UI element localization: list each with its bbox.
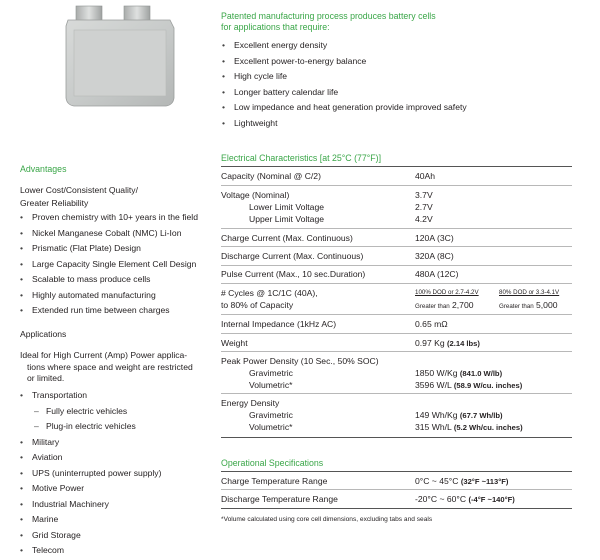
charge-temp-value <box>415 476 508 486</box>
intro-lead-line1: Patented manufacturing process produces battery cells <box>221 11 436 21</box>
pulse-current-label: Pulse Current (Max., 10 sec.Duration) <box>221 269 366 279</box>
electrical-title: Electrical Characteristics [at 25°C (77°F)] <box>221 153 382 163</box>
divider <box>221 185 572 186</box>
advantage-item: • Extended run time between charges <box>20 303 198 319</box>
cycles-greater-than-2: Greater than <box>499 303 534 310</box>
advantage-item: • Scalable to mass produce cells <box>20 272 198 288</box>
discharge-temp-value <box>415 494 515 504</box>
impedance-label: Internal Impedance (1kHz AC) <box>221 319 337 329</box>
applications-list <box>20 388 161 559</box>
application-subitem: – Plug-in electric vehicles <box>20 419 161 435</box>
application-item: • Industrial Machinery <box>20 497 161 513</box>
divider <box>221 393 572 394</box>
lower-limit-value: 2.7V <box>415 202 433 212</box>
weight-label: Weight <box>221 338 248 348</box>
advantages-subheading <box>20 184 138 209</box>
energy-gravimetric-imperial: (67.7 Wh/lb) <box>459 411 503 420</box>
peak-gravimetric-metric: 1850 W/Kg <box>415 368 458 378</box>
application-item: • Telecom <box>20 543 161 559</box>
divider <box>221 508 572 509</box>
weight-value <box>415 338 480 348</box>
upper-limit-label: Upper Limit Voltage <box>249 214 324 224</box>
applications-description-line3: or limited. <box>27 373 65 383</box>
cycles-value-100dod: 2,700 <box>452 300 474 310</box>
lower-limit-label: Lower Limit Voltage <box>249 202 324 212</box>
discharge-temp-label: Discharge Temperature Range <box>221 494 338 504</box>
divider <box>221 228 572 229</box>
intro-bullet: • Lightweight <box>222 116 467 132</box>
applications-heading: Applications <box>20 329 67 339</box>
energy-gravimetric-label: Gravimetric <box>249 410 293 420</box>
divider <box>221 265 572 266</box>
intro-bullet: • Longer battery calendar life <box>222 85 467 101</box>
peak-volumetric-value <box>415 380 522 392</box>
application-subitem: – Fully electric vehicles <box>20 404 161 420</box>
energy-gravimetric-metric: 149 Wh/Kg <box>415 410 458 420</box>
divider <box>221 471 572 472</box>
divider <box>221 283 572 284</box>
divider <box>221 166 572 167</box>
energy-gravimetric-value <box>415 410 503 422</box>
cycles-value-80dod: 5,000 <box>536 300 558 310</box>
divider <box>221 437 572 438</box>
advantages-subheading-line1: Lower Cost/Consistent Quality/ <box>20 185 138 195</box>
voltage-value: 3.7V <box>415 190 433 200</box>
application-item: • Marine <box>20 512 161 528</box>
capacity-label: Capacity (Nominal @ C/2) <box>221 171 321 181</box>
intro-bullet: • Excellent energy density <box>222 38 467 54</box>
divider <box>221 314 572 315</box>
discharge-temp-fahrenheit: (-4°F ~140°F) <box>468 495 515 504</box>
cycles-label-line2: to 80% of Capacity <box>221 300 294 310</box>
peak-power-label: Peak Power Density (10 Sec., 50% SOC) <box>221 356 379 366</box>
charge-current-label: Charge Current (Max. Continuous) <box>221 233 353 243</box>
discharge-current-label: Discharge Current (Max. Continuous) <box>221 251 364 261</box>
intro-bullet: • Excellent power-to-energy balance <box>222 54 467 70</box>
application-item: • Aviation <box>20 450 161 466</box>
applications-description-line2: tions where space and weight are restricted <box>27 361 193 372</box>
application-item: • Military <box>20 435 161 451</box>
divider <box>221 489 572 490</box>
charge-temp-label: Charge Temperature Range <box>221 476 328 486</box>
discharge-temp-celsius: -20°C ~ 60°C <box>415 494 467 504</box>
advantage-item: • Highly automated manufacturing <box>20 288 198 304</box>
advantages-list <box>20 210 198 319</box>
peak-gravimetric-imperial: (841.0 W/lb) <box>459 369 503 378</box>
impedance-value: 0.65 mΩ <box>415 319 448 329</box>
pulse-current-value: 480A (12C) <box>415 269 459 279</box>
intro-bullet: • Low impedance and heat generation provide improved safety <box>222 100 467 116</box>
advantages-subheading-line2: Greater Reliability <box>20 197 89 208</box>
application-item: • Grid Storage <box>20 528 161 544</box>
applications-description <box>20 350 193 385</box>
weight-metric: 0.97 Kg <box>415 338 445 348</box>
advantage-item: • Prismatic (Flat Plate) Design <box>20 241 198 257</box>
application-item: • Motive Power <box>20 481 161 497</box>
energy-volumetric-imperial: (5.2 Wh/cu. inches) <box>453 423 523 432</box>
footnote: *Volume calculated using core cell dimensions, excluding tabs and seals <box>221 516 433 523</box>
advantages-heading: Advantages <box>20 164 67 174</box>
energy-volumetric-label: Volumetric* <box>249 422 293 432</box>
advantage-item: • Nickel Manganese Cobalt (NMC) Li-Ion <box>20 226 198 242</box>
cycles-label-line1: # Cycles @ 1C/1C (40A), <box>221 288 318 298</box>
peak-gravimetric-value <box>415 368 502 380</box>
upper-limit-value: 4.2V <box>415 214 433 224</box>
capacity-value: 40Ah <box>415 171 436 181</box>
charge-temp-fahrenheit: (32°F ~113°F) <box>460 477 509 486</box>
cycles-header-80dod: 80% DOD or 3.3-4.1V <box>499 289 560 296</box>
advantage-item: • Large Capacity Single Element Cell Design <box>20 257 198 273</box>
divider <box>221 333 572 334</box>
voltage-label: Voltage (Nominal) <box>221 190 290 200</box>
energy-volumetric-metric: 315 Wh/L <box>415 422 452 432</box>
energy-volumetric-value <box>415 422 523 434</box>
divider <box>221 351 572 352</box>
peak-volumetric-imperial: (58.9 W/cu. inches) <box>453 381 523 390</box>
cycles-header-100dod: 100% DOD or 2.7-4.2V <box>415 289 479 296</box>
battery-cell-image <box>62 4 182 108</box>
charge-temp-celsius: 0°C ~ 45°C <box>415 476 459 486</box>
peak-gravimetric-label: Gravimetric <box>249 368 293 378</box>
operational-title: Operational Specifications <box>221 458 324 468</box>
advantage-item: • Proven chemistry with 10+ years in the field <box>20 210 198 226</box>
application-item: • UPS (uninterrupted power supply) <box>20 466 161 482</box>
energy-density-label: Energy Density <box>221 398 280 408</box>
intro-lead-line2: for applications that require: <box>221 22 330 32</box>
applications-description-line1: Ideal for High Current (Amp) Power applica- <box>20 350 188 360</box>
intro-bullet-list <box>222 38 467 131</box>
cycles-greater-than-1: Greater than <box>415 303 450 310</box>
divider <box>221 246 572 247</box>
weight-imperial: (2.14 lbs) <box>447 339 480 348</box>
intro-bullet: • High cycle life <box>222 69 467 85</box>
peak-volumetric-metric: 3596 W/L <box>415 380 452 390</box>
application-item: • Transportation <box>20 388 161 404</box>
peak-volumetric-label: Volumetric* <box>249 380 293 390</box>
discharge-current-value: 320A (8C) <box>415 251 454 261</box>
charge-current-value: 120A (3C) <box>415 233 454 243</box>
